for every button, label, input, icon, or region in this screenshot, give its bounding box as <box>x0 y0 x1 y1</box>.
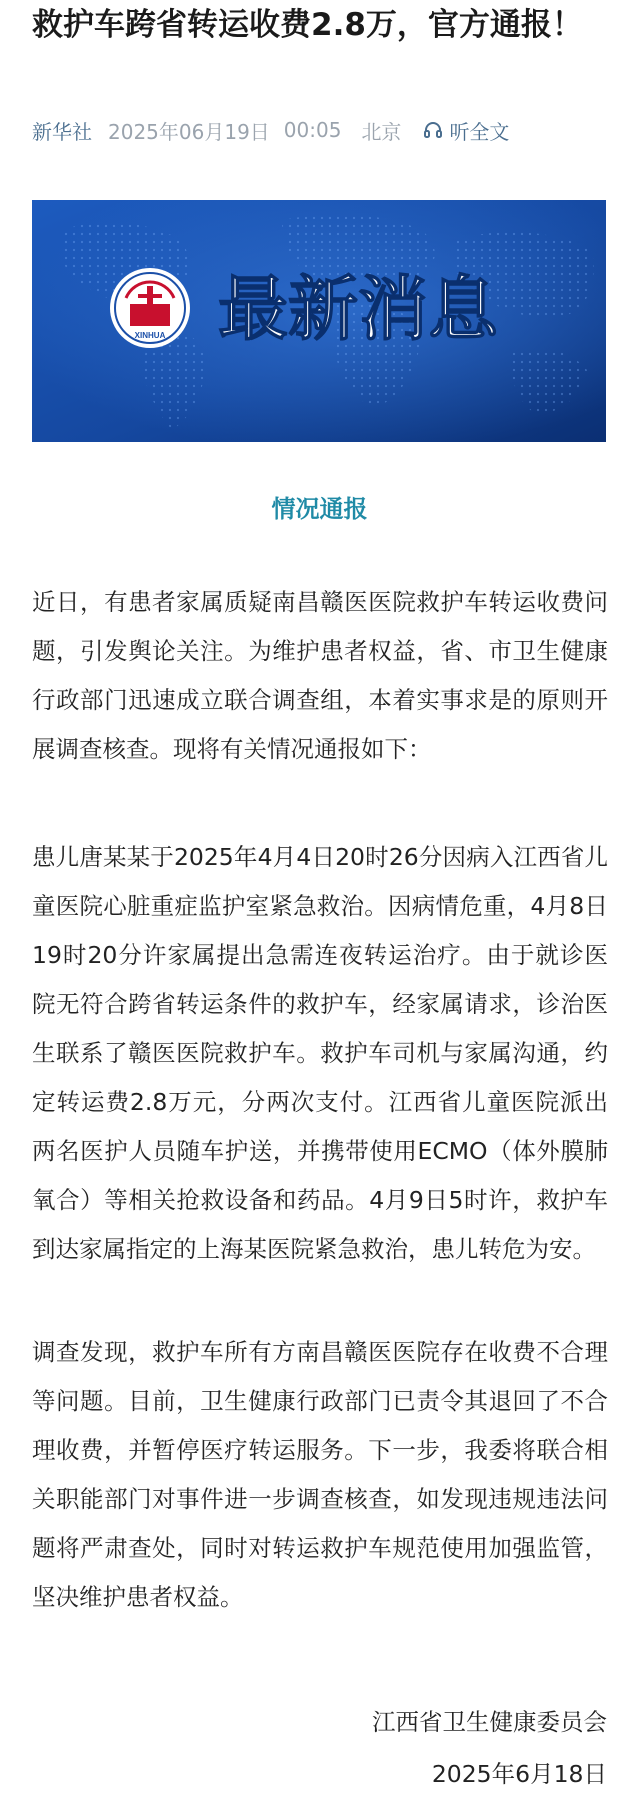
paragraph-details: 患儿唐某某于2025年4月4日20时26分因病入江西省儿童医院心脏重症监护室紧急救治。因病情危重，4月8日19时20分许家属提出急需连夜转运治疗。由于就诊医院无符合跨省转运条件的救护车，经家属请求，诊治医生联系了赣医医院救护车。救护车司机与家属沟通，约定转运费2.8万元，分两次支付。江西省儿童医院派出两名医护人员随车护送，并携带使用ECMO（体外膜肺氧合）等相关抢救设备和药品。4月9日5时许，救护车到达家属指定的上海某医院紧急救治，患儿转危为安。 <box>32 843 608 1263</box>
paragraph-intro: 近日，有患者家属质疑南昌赣医医院救护车转运收费问题，引发舆论关注。为维护患者权益，省、市卫生健康行政部门迅速成立联合调查组，本着实事求是的原则开展调查核查。现将有关情况通报如下： <box>32 588 608 763</box>
dateline-location: 北京 <box>361 119 402 144</box>
publish-time: 00:05 <box>283 118 342 142</box>
publish-date: 2025年06月19日 <box>108 119 270 144</box>
listen-label: 听全文 <box>449 119 510 144</box>
headphones-icon <box>423 120 443 140</box>
source-link[interactable]: 新华社 <box>32 119 92 144</box>
signature-date: 2025年6月18日 <box>431 1760 607 1788</box>
logo-label: XINHUA <box>134 331 166 340</box>
paragraph-findings: 调查发现，救护车所有方南昌赣医医院存在收费不合理等问题。目前，卫生健康行政部门已责令其退回了不合理收费，并暂停医疗转运服务。下一步，我委将联合相关职能部门对事件进一步调查核查，如发现违规违法问题将严肃查处，同时对转运救护车规范使用加强监管，坚决维护患者权益。 <box>32 1338 608 1611</box>
article-meta <box>32 114 509 146</box>
news-banner <box>32 200 606 442</box>
banner-graphic <box>32 200 606 442</box>
section-title: 情况通报 <box>271 495 368 523</box>
banner-headline: 最新消息 <box>218 268 498 350</box>
listen-button[interactable] <box>423 116 509 145</box>
xinhua-logo <box>110 268 190 348</box>
signature-org: 江西省卫生健康委员会 <box>372 1708 607 1736</box>
article-title: 救护车跨省转运收费2.8万，官方通报！ <box>32 7 583 43</box>
